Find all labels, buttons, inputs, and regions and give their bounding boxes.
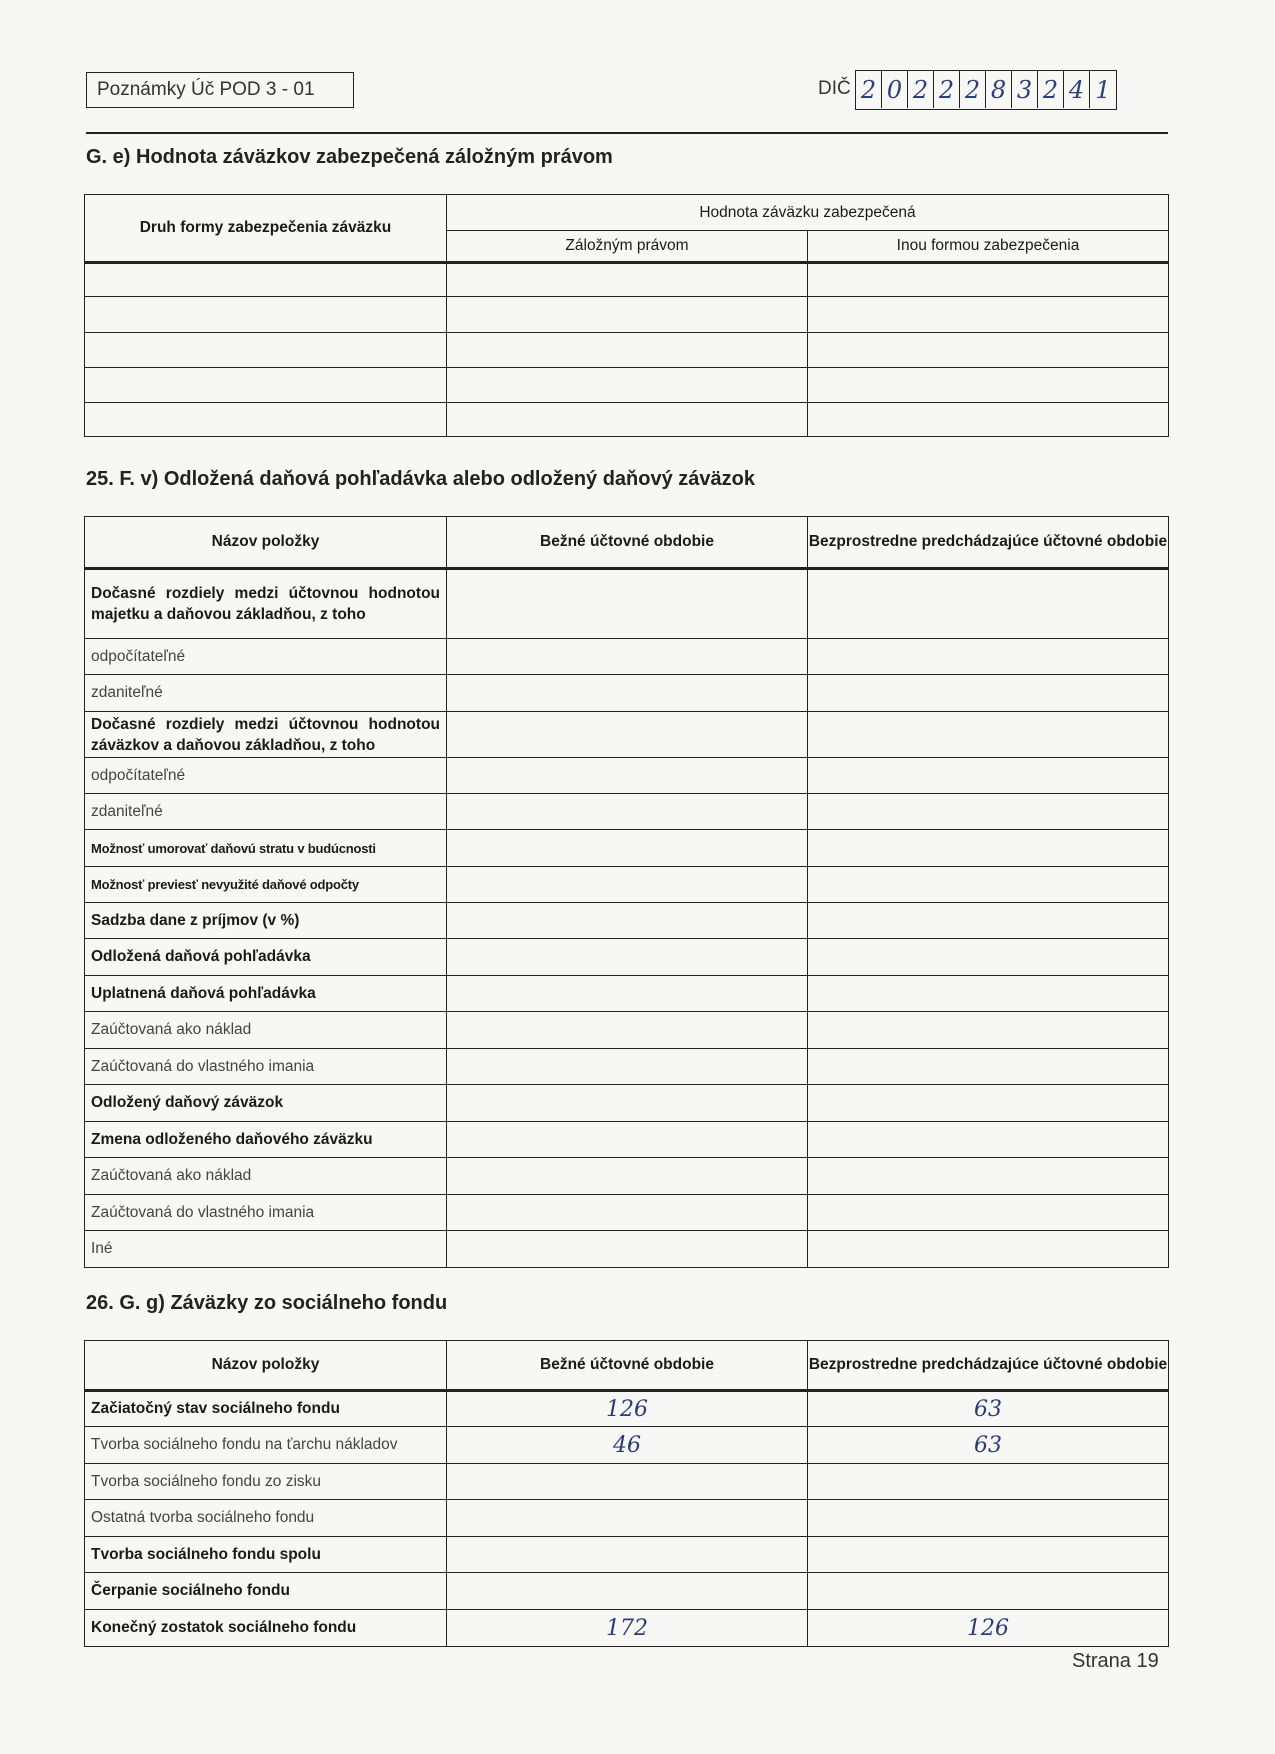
value-cell-previous[interactable] (808, 794, 1169, 830)
dic-digit: 8 (986, 71, 1012, 108)
row-label: Tvorba sociálneho fondu spolu (85, 1537, 447, 1573)
table-cell[interactable] (85, 403, 447, 437)
row-label: Zaúčtovaná do vlastného imania (85, 1195, 447, 1231)
row-label: Dočasné rozdiely medzi účtovnou hodnotou záväzkov a daňovou základňou, z toho (85, 712, 447, 758)
section-title-ge: G. e) Hodnota záväzkov zabezpečená záložným právom (86, 146, 613, 168)
value-cell-current[interactable] (447, 1049, 808, 1085)
row-label: Zaúčtovaná do vlastného imania (85, 1049, 447, 1085)
value-cell-current[interactable]: 172 (447, 1610, 808, 1647)
row-label: Odložená daňová pohľadávka (85, 939, 447, 976)
page-number: Strana 19 (1072, 1650, 1159, 1672)
value-cell-current[interactable] (447, 939, 808, 976)
value-cell-previous[interactable] (808, 830, 1169, 867)
dic-digit: 2 (934, 71, 960, 108)
row-label: Odložený daňový záväzok (85, 1085, 447, 1122)
row-label: Iné (85, 1231, 447, 1268)
dic-field (855, 70, 1117, 110)
dic-label: DIČ (818, 78, 851, 99)
dic-digit: 2 (856, 71, 882, 108)
col-header-name: Názov položky (85, 517, 447, 569)
value-cell-current[interactable] (447, 1464, 808, 1500)
value-cell-current[interactable] (447, 867, 808, 903)
value-cell-current[interactable]: 126 (447, 1391, 808, 1427)
row-label: odpočítateľné (85, 639, 447, 675)
row-label: Tvorba sociálneho fondu na ťarchu nákladov (85, 1427, 447, 1464)
value-cell-current[interactable] (447, 639, 808, 675)
table-deferred-tax (84, 516, 1169, 1268)
col-header-previous: Bezprostredne predchádzajúce účtovné obdobie (808, 1341, 1169, 1391)
value-cell-current[interactable] (447, 1500, 808, 1537)
row-label: Sadzba dane z príjmov (v %) (85, 903, 447, 939)
dic-digit: 2 (1038, 71, 1064, 108)
col-header-name: Názov položky (85, 1341, 447, 1391)
value-cell-previous[interactable] (808, 639, 1169, 675)
row-label: odpočítateľné (85, 758, 447, 794)
value-cell-current[interactable] (447, 1573, 808, 1610)
value-cell-previous[interactable] (808, 1012, 1169, 1049)
value-cell-current[interactable] (447, 794, 808, 830)
row-label: Tvorba sociálneho fondu zo zisku (85, 1464, 447, 1500)
value-cell-previous[interactable] (808, 867, 1169, 903)
value-cell-previous[interactable]: 126 (808, 1610, 1169, 1647)
dic-digit: 4 (1064, 71, 1090, 108)
table-cell[interactable] (447, 297, 808, 333)
row-label: Začiatočný stav sociálneho fondu (85, 1391, 447, 1427)
value-cell-current[interactable] (447, 1158, 808, 1195)
dic-digit: 2 (908, 71, 934, 108)
value-cell-current[interactable] (447, 712, 808, 758)
value-cell-previous[interactable] (808, 1573, 1169, 1610)
col-header-group: Hodnota záväzku zabezpečená (447, 195, 1169, 231)
value-cell-previous[interactable]: 63 (808, 1391, 1169, 1427)
value-cell-current[interactable] (447, 1012, 808, 1049)
table-cell[interactable] (447, 368, 808, 403)
table-cell[interactable] (808, 403, 1169, 437)
dic-digit: 1 (1095, 75, 1111, 104)
dic-digit: 2 (960, 71, 986, 108)
value-cell-current[interactable] (447, 1122, 808, 1158)
row-label: Možnosť umorovať daňovú stratu v budúcnosti (85, 830, 447, 867)
value-cell-current[interactable] (447, 903, 808, 939)
value-cell-current[interactable] (447, 1231, 808, 1268)
value-cell-previous[interactable] (808, 1231, 1169, 1268)
value-cell-previous[interactable] (808, 976, 1169, 1012)
value-cell-current[interactable]: 46 (447, 1427, 808, 1464)
value-cell-current[interactable] (447, 1085, 808, 1122)
value-cell-current[interactable] (447, 758, 808, 794)
header-divider (86, 132, 1168, 134)
value-cell-previous[interactable]: 63 (808, 1427, 1169, 1464)
value-cell-previous[interactable] (808, 1085, 1169, 1122)
row-label: zdaniteľné (85, 794, 447, 830)
value-cell-previous[interactable] (808, 712, 1169, 758)
table-cell[interactable] (808, 297, 1169, 333)
value-cell-previous[interactable] (808, 1195, 1169, 1231)
value-cell-previous[interactable] (808, 1500, 1169, 1537)
row-label: Konečný zostatok sociálneho fondu (85, 1610, 447, 1647)
value-cell-current[interactable] (447, 569, 808, 639)
value-cell-current[interactable] (447, 1195, 808, 1231)
value-cell-previous[interactable] (808, 758, 1169, 794)
value-cell-previous[interactable] (808, 1158, 1169, 1195)
col-header-current: Bežné účtovné obdobie (447, 517, 808, 569)
row-label: Zaúčtovaná ako náklad (85, 1012, 447, 1049)
value-cell-previous[interactable] (808, 903, 1169, 939)
row-label: Ostatná tvorba sociálneho fondu (85, 1500, 447, 1537)
value-cell-previous[interactable] (808, 1537, 1169, 1573)
value-cell-previous[interactable] (808, 1464, 1169, 1500)
section-title-26: 26. G. g) Záväzky zo sociálneho fondu (86, 1292, 448, 1314)
table-cell[interactable] (808, 263, 1169, 297)
table-social-fund (84, 1340, 1169, 1647)
row-label: Čerpanie sociálneho fondu (85, 1573, 447, 1610)
row-label: Dočasné rozdiely medzi účtovnou hodnotou majetku a daňovou základňou, z toho (85, 569, 447, 639)
table-cell[interactable] (447, 403, 808, 437)
value-cell-current[interactable] (447, 675, 808, 712)
table-secured-liabilities (84, 194, 1169, 437)
row-label: Uplatnená daňová pohľadávka (85, 976, 447, 1012)
value-cell-current[interactable] (447, 1537, 808, 1573)
value-cell-current[interactable] (447, 976, 808, 1012)
value-cell-previous[interactable] (808, 1122, 1169, 1158)
col-header-previous: Bezprostredne predchádzajúce účtovné obdobie (808, 517, 1169, 569)
value-cell-previous[interactable] (808, 569, 1169, 639)
col-header-other: Inou formou zabezpečenia (808, 231, 1169, 263)
table-cell[interactable] (85, 333, 447, 368)
value-cell-current[interactable] (447, 830, 808, 867)
value-cell-previous[interactable] (808, 939, 1169, 976)
table-cell[interactable] (447, 333, 808, 368)
table-cell[interactable] (85, 263, 447, 297)
section-title-25: 25. F. v) Odložená daňová pohľadávka alebo odložený daňový záväzok (86, 468, 756, 490)
table-cell[interactable] (808, 368, 1169, 403)
dic-digit: 0 (882, 71, 908, 108)
value-cell-previous[interactable] (808, 1049, 1169, 1085)
table-cell[interactable] (85, 297, 447, 333)
row-label: zdaniteľné (85, 675, 447, 712)
row-label: Zmena odloženého daňového záväzku (85, 1122, 447, 1158)
dic-digit: 3 (1012, 71, 1038, 108)
value-cell-previous[interactable] (808, 675, 1169, 712)
row-label: Zaúčtovaná ako náklad (85, 1158, 447, 1195)
table-cell[interactable] (808, 333, 1169, 368)
table-cell[interactable] (85, 368, 447, 403)
col-header-lien: Záložným právom (447, 231, 808, 263)
row-label: Možnosť previesť nevyužité daňové odpočty (85, 867, 447, 903)
form-label: Poznámky Úč POD 3 - 01 (86, 72, 354, 108)
col-header-current: Bežné účtovné obdobie (447, 1341, 808, 1391)
table-cell[interactable] (447, 263, 808, 297)
col-header-type: Druh formy zabezpečenia záväzku (85, 195, 447, 263)
